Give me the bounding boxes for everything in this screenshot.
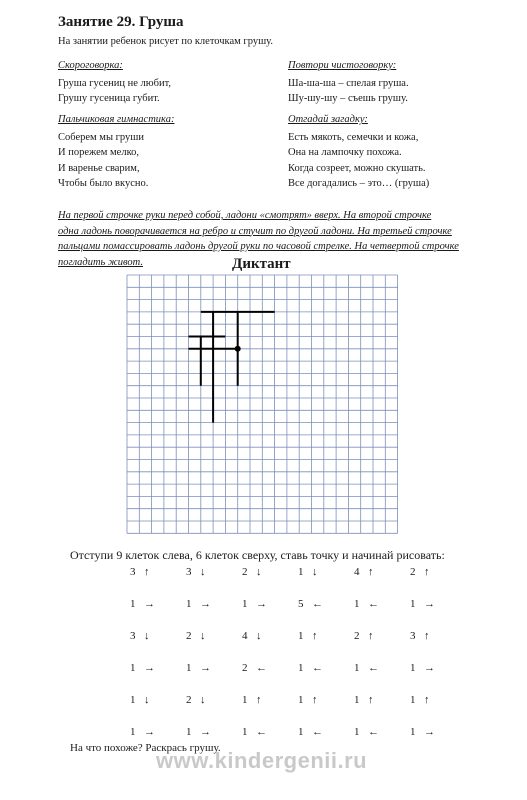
dictation-title: Диктант [232, 256, 291, 272]
arrow-down-icon: ↓ [312, 566, 318, 578]
instruction-line: погладить живот. [58, 256, 143, 268]
arrow-down-icon: ↓ [144, 630, 150, 642]
step-count: 3 [186, 566, 192, 578]
tongue-twister-line: Груша гусениц не любит, [58, 77, 172, 89]
arrow-right-icon: → [144, 598, 155, 610]
step-count: 4 [354, 566, 360, 578]
site-watermark: www.kindergenii.ru [156, 748, 368, 773]
arrow-left-icon: ← [312, 598, 323, 610]
finger-gym-header: Пальчиковая гимнастика: [58, 114, 175, 125]
pure-talk-line: Ша-ша-ша – спелая груша. [288, 77, 409, 89]
step-count: 2 [410, 566, 416, 578]
arrow-right-icon: → [424, 662, 435, 674]
finger-line: Чтобы было вкусно. [58, 178, 149, 189]
instruction-line: На первой строчке руки перед собой, ладони «смотрят» вверх. На второй строчке [58, 210, 432, 221]
arrow-up-icon: ↑ [256, 694, 262, 706]
riddle-line: Есть мякоть, семечки и кожа, [288, 131, 419, 143]
step-count: 3 [130, 566, 136, 578]
arrow-down-icon: ↓ [200, 694, 206, 706]
step-count: 1 [410, 726, 416, 738]
arrow-right-icon: → [144, 726, 155, 738]
arrow-right-icon: → [256, 598, 267, 610]
dictation-step [410, 726, 490, 742]
arrow-right-icon: → [200, 662, 211, 674]
step-count: 2 [186, 630, 192, 642]
arrow-up-icon: ↑ [368, 566, 374, 578]
arrow-left-icon: ← [256, 662, 267, 674]
pure-talk-header: Повтори чистоговорку: [288, 60, 397, 71]
dictation-step [410, 662, 490, 678]
tongue-twister-line: Грушу гусеница губит. [58, 93, 160, 104]
step-count: 1 [242, 598, 248, 610]
arrow-up-icon: ↑ [312, 630, 318, 642]
step-count: 1 [354, 598, 360, 610]
step-count: 1 [354, 726, 360, 738]
arrow-up-icon: ↑ [368, 630, 374, 642]
finger-gym-block [58, 112, 174, 192]
dictation-directive: Отступи 9 клеток слева, 6 клеток сверху, ставь точку и начинай рисовать: [70, 548, 445, 562]
arrow-right-icon: → [144, 662, 155, 674]
arrow-right-icon: → [200, 726, 211, 738]
step-count: 2 [242, 566, 248, 578]
step-count: 1 [298, 662, 304, 674]
arrow-left-icon: ← [368, 726, 379, 738]
riddle-header: Отгадай загадку: [288, 114, 368, 125]
step-count: 1 [130, 662, 136, 674]
tongue-twister-header: Скороговорка: [58, 60, 123, 71]
arrow-up-icon: ↑ [144, 566, 150, 578]
step-count: 1 [298, 566, 304, 578]
arrow-down-icon: ↓ [144, 694, 150, 706]
step-count: 1 [186, 598, 192, 610]
step-count: 1 [130, 694, 136, 706]
step-count: 1 [186, 662, 192, 674]
instruction-line: одна ладонь поворачивается на ребро и стучит по другой ладони. На третьей строчке [58, 225, 452, 237]
graph-paper [126, 274, 398, 539]
tongue-twister-block [58, 58, 171, 107]
pear-grid [126, 274, 398, 534]
pear-outline [189, 312, 275, 423]
riddle-block [288, 112, 429, 192]
finger-line: И варенье сварим, [58, 162, 140, 174]
step-count: 5 [298, 598, 304, 610]
step-count: 4 [242, 630, 248, 642]
step-count: 1 [410, 694, 416, 706]
arrow-down-icon: ↓ [200, 566, 206, 578]
arrow-right-icon: → [424, 726, 435, 738]
arrow-left-icon: ← [312, 662, 323, 674]
step-count: 3 [410, 630, 416, 642]
step-count: 1 [186, 726, 192, 738]
arrow-left-icon: ← [256, 726, 267, 738]
step-count: 1 [242, 726, 248, 738]
step-count: 2 [354, 630, 360, 642]
pure-talk-block [288, 58, 409, 107]
step-count: 1 [298, 726, 304, 738]
start-point [235, 346, 241, 352]
step-count: 1 [130, 726, 136, 738]
arrow-left-icon: ← [368, 598, 379, 610]
step-count: 1 [298, 694, 304, 706]
pure-talk-line: Шу-шу-шу – съешь грушу. [288, 93, 408, 104]
riddle-line: Все догадались – это… (груша) [288, 178, 430, 189]
arrow-up-icon: ↑ [368, 694, 374, 706]
step-count: 1 [410, 598, 416, 610]
step-count: 1 [242, 694, 248, 706]
arrow-up-icon: ↑ [312, 694, 318, 706]
step-count: 1 [354, 662, 360, 674]
step-count: 2 [242, 662, 248, 674]
step-count: 1 [298, 630, 304, 642]
arrow-up-icon: ↑ [424, 630, 430, 642]
arrow-up-icon: ↑ [424, 694, 430, 706]
lesson-title: Занятие 29. Груша [58, 14, 184, 30]
arrow-left-icon: ← [368, 662, 379, 674]
instruction-line: пальцами помассировать ладонь другой руки по часовой стрелке. На четвертой строчке [58, 241, 459, 252]
step-count: 1 [130, 598, 136, 610]
finger-line: Соберем мы груши [58, 131, 144, 143]
finger-line: И порежем мелко, [58, 147, 140, 158]
riddle-line: Она на лампочку похожа. [288, 147, 402, 158]
arrow-down-icon: ↓ [256, 566, 262, 578]
coloring-question: На что похоже? Раскрась грушу. [70, 742, 221, 754]
arrow-up-icon: ↑ [424, 566, 430, 578]
lesson-subtitle: На занятии ребенок рисует по клеточкам грушу. [58, 36, 273, 47]
arrow-down-icon: ↓ [256, 630, 262, 642]
arrow-right-icon: → [200, 598, 211, 610]
dictation-step [410, 566, 490, 582]
step-count: 2 [186, 694, 192, 706]
dictation-step [410, 694, 490, 710]
step-count: 1 [410, 662, 416, 674]
riddle-line: Когда созреет, можно скушать. [288, 162, 426, 174]
arrow-down-icon: ↓ [200, 630, 206, 642]
dictation-step [410, 598, 490, 614]
step-count: 3 [130, 630, 136, 642]
step-count: 1 [354, 694, 360, 706]
arrow-left-icon: ← [312, 726, 323, 738]
dictation-step [410, 630, 490, 646]
arrow-right-icon: → [424, 598, 435, 610]
